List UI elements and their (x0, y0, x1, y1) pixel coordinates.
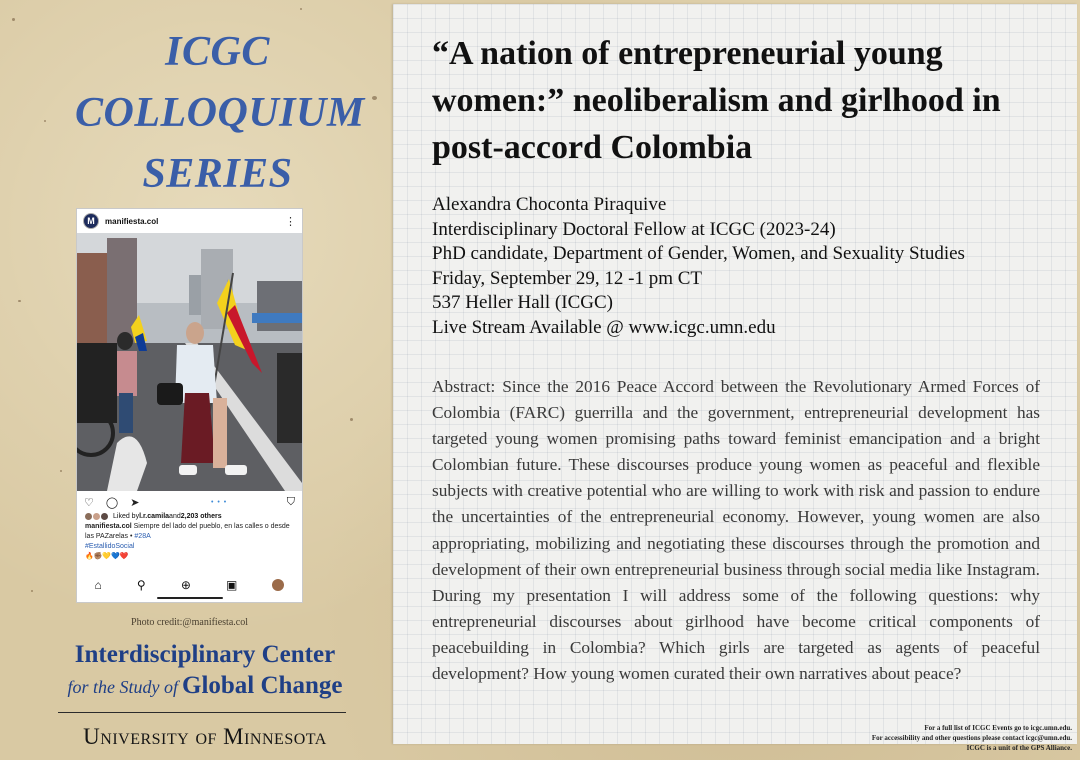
post-caption (77, 520, 302, 552)
reels-icon[interactable]: ▣ (225, 578, 238, 592)
caption-hashtag[interactable]: #28A (134, 533, 151, 540)
more-options-icon[interactable]: ⋮ (285, 215, 296, 228)
liked-by-user[interactable]: l.r.camila (139, 513, 170, 520)
paper-speck (12, 18, 15, 21)
comment-icon[interactable]: ◯ (105, 496, 119, 509)
liker-avatar (101, 513, 108, 520)
event-title: “A nation of entrepreneurial young women:” neoliberalism and girlhood in post-accord Colombia (432, 35, 1001, 166)
profile-icon[interactable] (272, 579, 284, 591)
speaker-name: Alexandra Choconta Piraquive (432, 194, 667, 215)
search-icon[interactable]: ⚲ (136, 578, 146, 592)
series-line-3: SERIES (142, 151, 293, 197)
divider (58, 712, 346, 713)
org-name-big: Global Change (182, 672, 343, 699)
liker-avatar (93, 513, 100, 520)
event-details (432, 193, 1052, 341)
footer-line-2: For accessibility and other questions please contact icgc@umn.edu. (871, 734, 1072, 742)
paper-speck (31, 590, 33, 592)
home-indicator (157, 597, 223, 599)
new-post-icon[interactable]: ⊕ (180, 578, 191, 592)
caption-text: Siempre del lado del pueblo, en las calles o desde las PAZarelas • (85, 523, 290, 540)
caption-emoji: 🔥✊🏽💛💙❤️ (85, 553, 129, 560)
org-name-small: for the Study of (67, 677, 179, 697)
paper-speck (372, 96, 377, 100)
bottom-nav (77, 576, 302, 594)
liked-by-prefix: Liked by (113, 513, 140, 520)
post-username[interactable]: manifiesta.col (105, 216, 159, 226)
caption-hashtag[interactable]: #EstallidoSocial (85, 543, 135, 550)
speaker-role-1: Interdisciplinary Doctoral Fellow at ICGC (2023-24) (432, 218, 836, 240)
org-name-line-1: Interdisciplinary Center (74, 641, 336, 668)
instagram-post (76, 208, 303, 603)
series-line-1: ICGC (165, 29, 270, 75)
post-header (77, 209, 302, 233)
event-datetime: Friday, September 29, 12 -1 pm CT (432, 267, 703, 289)
university-name: University of Minnesota (83, 724, 327, 749)
paper-speck (44, 120, 46, 122)
event-location: 537 Heller Hall (ICGC) (432, 292, 613, 314)
heart-icon[interactable]: ♡ (84, 496, 94, 509)
post-actions (77, 491, 302, 513)
paper-speck (300, 8, 302, 10)
org-name-line-2 (40, 672, 370, 700)
likes-line (77, 513, 302, 520)
speaker-role-2: PhD candidate, Department of Gender, Women, and Sexuality Studies (432, 243, 965, 265)
footer-line-1: For a full list of ICGC Events go to icgc.umn.edu. (924, 724, 1072, 732)
home-icon[interactable]: ⌂ (94, 578, 102, 592)
paper-speck (350, 418, 353, 421)
footer-notes (732, 723, 1072, 753)
event-abstract: Abstract: Since the 2016 Peace Accord between the Revolutionary Armed Forces of Colombia (FARC) guerrilla and the government, entrepreneurial development has targeted young women promising paths toward feminist emancipation and a bright Colombian future. These discourses produce young women as peaceful and flexible subjects with creative potential who are willing to work with risk and passion to endure the uncertainties of the entrepreneurial economy. However, young women are also appropriating, mobilizing and negotiating these discourses through the promotion and development of their own entrepreneurial business through social media like Instagram. During my presentation I will address some of the following questions: why entrepreneurial discourses about girlhood have become critical components of peacebuilding in Colombia? Which girls are targeted as agents of peaceful development? How young women curated their own narratives about peace? (432, 377, 1040, 684)
footer-line-3: ICGC is a unit of the GPS Alliance. (966, 744, 1072, 752)
carousel-dots: • • • (210, 498, 228, 506)
liked-by-count[interactable]: 2,203 others (180, 513, 222, 520)
liker-avatar (85, 513, 92, 520)
paper-speck (60, 470, 62, 472)
caption-username[interactable]: manifiesta.col (85, 523, 132, 530)
series-line-2: COLLOQUIUM (75, 90, 365, 136)
avatar[interactable]: M (83, 213, 99, 229)
series-heading (75, 22, 365, 205)
liked-by-middle: and (169, 513, 181, 520)
share-icon[interactable]: ➤ (130, 496, 140, 509)
paper-speck (18, 300, 21, 302)
protest-photo (77, 233, 302, 491)
bookmark-icon[interactable]: ⛉ (286, 495, 295, 508)
photo-credit: Photo credit:@manifiesta.col (131, 617, 248, 628)
livestream-link[interactable]: Live Stream Available @ www.icgc.umn.edu (432, 316, 776, 338)
